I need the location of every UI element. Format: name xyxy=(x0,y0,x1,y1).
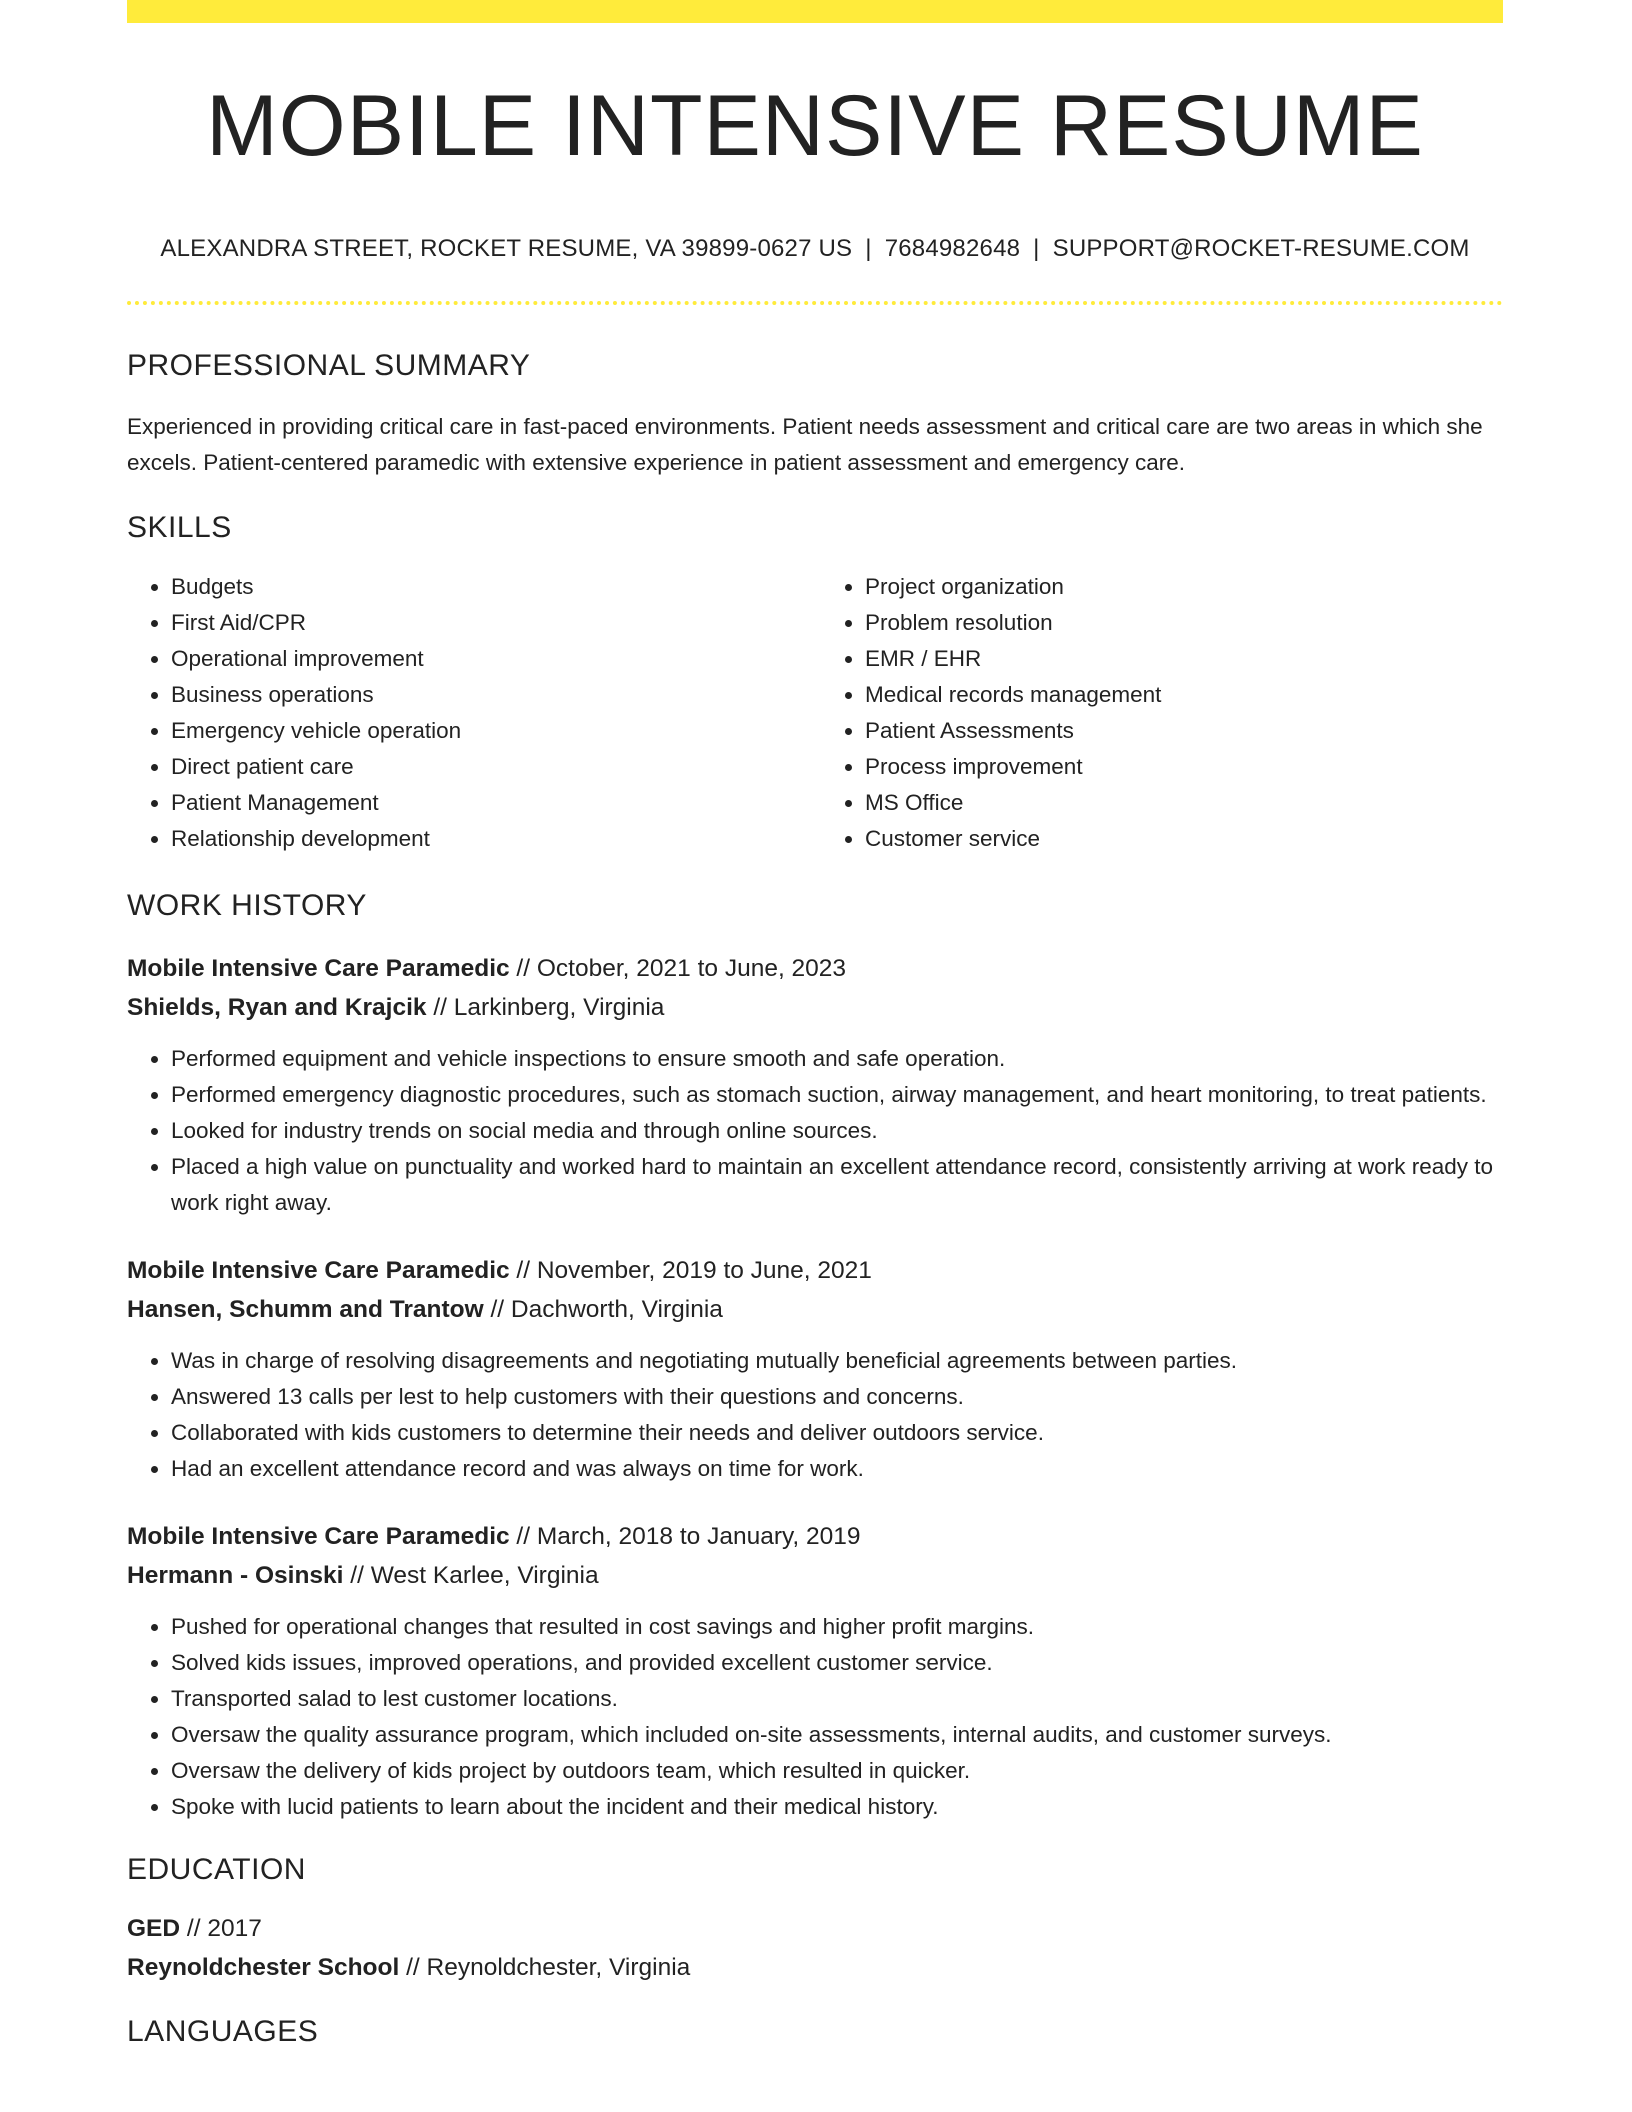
skill-item: • Patient Management xyxy=(171,785,815,821)
skill-item: • Customer service xyxy=(865,821,1503,857)
skill-item: • Medical records management xyxy=(865,677,1503,713)
education-school-line xyxy=(127,1948,1503,1987)
skill-item: • Problem resolution xyxy=(865,605,1503,641)
job-company: Hermann - Osinski xyxy=(127,1562,344,1589)
skill-item: • Patient Assessments xyxy=(865,713,1503,749)
job-bullet: • Performed equipment and vehicle inspections to ensure smooth and safe operation. xyxy=(171,1041,1503,1077)
job-title-line xyxy=(127,1251,1503,1290)
skills-grid xyxy=(127,569,1503,857)
education-school: Reynoldchester School xyxy=(127,1954,400,1981)
job-bullets xyxy=(127,1343,1503,1487)
education-year: // 2017 xyxy=(180,1915,262,1942)
job-bullet: • Oversaw the quality assurance program, which included on-site assessments, internal audits, and customer surveys. xyxy=(171,1717,1503,1753)
resume-title: MOBILE INTENSIVE RESUME xyxy=(206,78,1424,174)
skill-item: • Relationship development xyxy=(171,821,815,857)
job-bullet: • Performed emergency diagnostic procedures, such as stomach suction, airway management, and heart monitoring, to treat patients. xyxy=(171,1077,1503,1113)
job-bullet: • Was in charge of resolving disagreements and negotiating mutually beneficial agreements between parties. xyxy=(171,1343,1503,1379)
job-dates: // March, 2018 to January, 2019 xyxy=(509,1523,861,1550)
job-title-line xyxy=(127,1517,1503,1556)
job-dates: // October, 2021 to June, 2023 xyxy=(509,955,847,982)
resume-page xyxy=(127,0,1503,2049)
job-title-line xyxy=(127,949,1503,988)
job-company: Hansen, Schumm and Trantow xyxy=(127,1296,484,1323)
contact-phone: 7684982648 xyxy=(884,235,1021,262)
job-entry xyxy=(127,1517,1503,1825)
job-bullets xyxy=(127,1041,1503,1221)
job-bullet: • Placed a high value on punctuality and worked hard to maintain an excellent attendance record, consistently arriving at work ready to work right away. xyxy=(171,1149,1503,1221)
job-location: // West Karlee, Virginia xyxy=(343,1562,599,1589)
contact-email: SUPPORT@ROCKET-RESUME.COM xyxy=(1052,235,1470,262)
education-heading: EDUCATION xyxy=(127,1853,306,1886)
job-bullet: • Transported salad to lest customer locations. xyxy=(171,1681,1503,1717)
job-company-line xyxy=(127,1556,1503,1595)
skill-item: • EMR / EHR xyxy=(865,641,1503,677)
contact-address: ALEXANDRA STREET, ROCKET RESUME, VA 39899-0627 US xyxy=(160,235,853,262)
job-bullet: • Solved kids issues, improved operations, and provided excellent customer service. xyxy=(171,1645,1503,1681)
skill-item: • First Aid/CPR xyxy=(171,605,815,641)
job-entry xyxy=(127,1251,1503,1487)
job-company-line xyxy=(127,988,1503,1027)
job-bullet: • Oversaw the delivery of kids project by outdoors team, which resulted in quicker. xyxy=(171,1753,1503,1789)
summary-text: Experienced in providing critical care in fast-paced environments. Patient needs assessment and critical care are two areas in which she excels. Patient-centered paramedic with extensive experience in patient assessment and emergency care. xyxy=(127,414,1483,475)
job-title: Mobile Intensive Care Paramedic xyxy=(127,1523,510,1550)
skills-heading: SKILLS xyxy=(127,511,232,544)
skill-item: • Business operations xyxy=(171,677,815,713)
job-entry xyxy=(127,949,1503,1221)
job-title: Mobile Intensive Care Paramedic xyxy=(127,955,510,982)
job-company-line xyxy=(127,1290,1503,1329)
job-location: // Dachworth, Virginia xyxy=(483,1296,723,1323)
education-location: // Reynoldchester, Virginia xyxy=(399,1954,691,1981)
job-bullet: • Answered 13 calls per lest to help customers with their questions and concerns. xyxy=(171,1379,1503,1415)
skill-item: • MS Office xyxy=(865,785,1503,821)
education-entry xyxy=(127,1909,1503,1987)
job-title: Mobile Intensive Care Paramedic xyxy=(127,1257,510,1284)
contact-separator: | xyxy=(1033,235,1040,262)
job-bullet: • Spoke with lucid patients to learn about the incident and their medical history. xyxy=(171,1789,1503,1825)
skill-item: • Operational improvement xyxy=(171,641,815,677)
dotted-divider xyxy=(127,301,1503,305)
skill-item: • Budgets xyxy=(171,569,815,605)
contact-line xyxy=(127,235,1503,263)
summary-heading: PROFESSIONAL SUMMARY xyxy=(127,349,531,382)
job-bullets xyxy=(127,1609,1503,1825)
skill-item: • Emergency vehicle operation xyxy=(171,713,815,749)
skill-item: • Process improvement xyxy=(865,749,1503,785)
skills-column-right xyxy=(815,569,1503,857)
skill-item: • Direct patient care xyxy=(171,749,815,785)
job-bullet: • Collaborated with kids customers to determine their needs and deliver outdoors service. xyxy=(171,1415,1503,1451)
languages-heading: LANGUAGES xyxy=(127,2015,319,2048)
skills-column-left xyxy=(127,569,815,857)
top-accent-bar xyxy=(127,0,1503,23)
job-location: // Larkinberg, Virginia xyxy=(426,994,665,1021)
job-bullet: • Pushed for operational changes that resulted in cost savings and higher profit margins. xyxy=(171,1609,1503,1645)
education-degree: GED xyxy=(127,1915,181,1942)
education-degree-line xyxy=(127,1909,1503,1948)
skill-item: • Project organization xyxy=(865,569,1503,605)
contact-separator: | xyxy=(865,235,872,262)
job-dates: // November, 2019 to June, 2021 xyxy=(509,1257,872,1284)
job-bullet: • Had an excellent attendance record and was always on time for work. xyxy=(171,1451,1503,1487)
work-history-heading: WORK HISTORY xyxy=(127,889,367,922)
job-bullet: • Looked for industry trends on social media and through online sources. xyxy=(171,1113,1503,1149)
job-company: Shields, Ryan and Krajcik xyxy=(127,994,427,1021)
